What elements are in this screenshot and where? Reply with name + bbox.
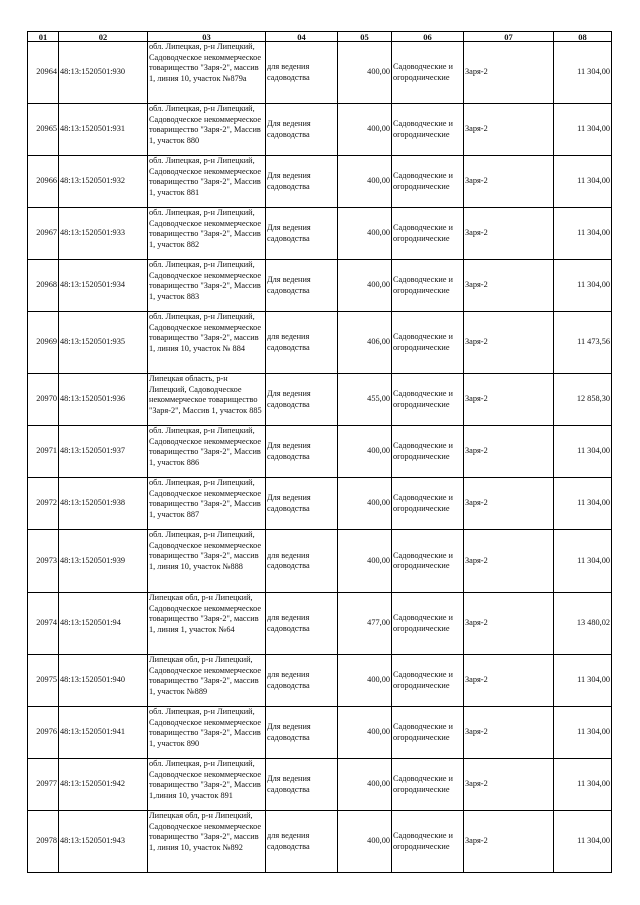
association-name: Заря-2 [464, 426, 554, 478]
area-value: 406,00 [338, 312, 392, 374]
column-header: 04 [266, 32, 338, 42]
row-number: 20967 [28, 208, 59, 260]
cadastral-number: 48:13:1520501:940 [59, 655, 148, 707]
row-number: 20972 [28, 478, 59, 530]
row-number: 20978 [28, 811, 59, 873]
row-number: 20969 [28, 312, 59, 374]
address [148, 42, 266, 104]
area-value: 400,00 [338, 104, 392, 156]
land-category: Садоводческие и огороднические [392, 811, 464, 873]
address [148, 593, 266, 655]
cadastral-value: 11 304,00 [554, 426, 612, 478]
cadastral-value: 11 304,00 [554, 655, 612, 707]
area-value: 400,00 [338, 208, 392, 260]
address-text: Липецкая обл, р-н Липецкий, Садоводческое некоммерческое товарищество "Заря-2", массив 1, участок №889 [149, 655, 262, 696]
cadastral-number: 48:13:1520501:931 [59, 104, 148, 156]
association-name: Заря-2 [464, 208, 554, 260]
association-name: Заря-2 [464, 156, 554, 208]
address [148, 312, 266, 374]
address [148, 208, 266, 260]
permitted-use: Для ведения садоводства [266, 156, 338, 208]
table-row [28, 655, 612, 707]
cadastral-number: 48:13:1520501:933 [59, 208, 148, 260]
column-header: 05 [338, 32, 392, 42]
address [148, 811, 266, 873]
area-value: 400,00 [338, 42, 392, 104]
association-name: Заря-2 [464, 707, 554, 759]
association-name: Заря-2 [464, 759, 554, 811]
address [148, 374, 266, 426]
table-row [28, 478, 612, 530]
table-row [28, 104, 612, 156]
association-name: Заря-2 [464, 478, 554, 530]
area-value: 400,00 [338, 426, 392, 478]
land-category: Садоводческие и огороднические [392, 312, 464, 374]
cadastral-value: 11 304,00 [554, 811, 612, 873]
address-text: Липецкая обл, р-н Липецкий, Садоводческое некоммерческое товарищество "Заря-2", массив 1, линия 1, участок №64 [149, 593, 262, 634]
table-row [28, 759, 612, 811]
column-header: 01 [28, 32, 59, 42]
permitted-use: Для ведения садоводства [266, 208, 338, 260]
cadastral-value: 11 304,00 [554, 530, 612, 593]
address-text: обл. Липецкая, р-н Липецкий, Садоводческое некоммерческое товарищество "Заря-2", Массив 1, участок 890 [149, 707, 262, 748]
association-name: Заря-2 [464, 104, 554, 156]
cadastral-value: 11 304,00 [554, 104, 612, 156]
row-number: 20966 [28, 156, 59, 208]
land-category: Садоводческие и огороднические [392, 593, 464, 655]
permitted-use: для ведения садоводства [266, 593, 338, 655]
row-number: 20970 [28, 374, 59, 426]
area-value: 400,00 [338, 156, 392, 208]
table-row [28, 426, 612, 478]
column-header: 03 [148, 32, 266, 42]
cadastral-value: 11 304,00 [554, 156, 612, 208]
cadastral-number: 48:13:1520501:939 [59, 530, 148, 593]
area-value: 400,00 [338, 655, 392, 707]
cadastral-number: 48:13:1520501:932 [59, 156, 148, 208]
row-number: 20968 [28, 260, 59, 312]
table-row [28, 156, 612, 208]
permitted-use: для ведения садоводства [266, 811, 338, 873]
area-value: 400,00 [338, 811, 392, 873]
area-value: 455,00 [338, 374, 392, 426]
column-header: 02 [59, 32, 148, 42]
address-text: обл. Липецкая, р-н Липецкий, Садоводческое некоммерческое товарищество "Заря-2", Массив 1, участок 880 [149, 104, 262, 145]
cadastral-number: 48:13:1520501:943 [59, 811, 148, 873]
address-text: обл. Липецкая, р-н Липецкий, Садоводческое некоммерческое товарищество "Заря-2", массив 1, линия 10, участок №888 [149, 530, 262, 571]
association-name: Заря-2 [464, 530, 554, 593]
land-category: Садоводческие и огороднические [392, 42, 464, 104]
area-value: 400,00 [338, 759, 392, 811]
table-row [28, 530, 612, 593]
cadastral-value: 11 304,00 [554, 707, 612, 759]
permitted-use: Для ведения садоводства [266, 759, 338, 811]
cadastral-number: 48:13:1520501:941 [59, 707, 148, 759]
row-number: 20977 [28, 759, 59, 811]
permitted-use: Для ведения садоводства [266, 707, 338, 759]
row-number: 20971 [28, 426, 59, 478]
table-row [28, 260, 612, 312]
association-name: Заря-2 [464, 811, 554, 873]
permitted-use: для ведения садоводства [266, 312, 338, 374]
column-header: 08 [554, 32, 612, 42]
cadastral-value: 11 304,00 [554, 478, 612, 530]
land-category: Садоводческие и огороднические [392, 759, 464, 811]
land-category: Садоводческие и огороднические [392, 104, 464, 156]
address [148, 478, 266, 530]
address-text: Липецкая область, р-н Липецкий, Садоводческое некоммерческое товарищество "Заря-2", Массив 1, участок 885 [149, 374, 262, 415]
cadastral-number: 48:13:1520501:930 [59, 42, 148, 104]
land-category: Садоводческие и огороднические [392, 478, 464, 530]
land-category: Садоводческие и огороднические [392, 707, 464, 759]
address [148, 426, 266, 478]
area-value: 400,00 [338, 707, 392, 759]
address [148, 655, 266, 707]
land-category: Садоводческие и огороднические [392, 374, 464, 426]
column-header: 07 [464, 32, 554, 42]
address-text: обл. Липецкая, р-н Липецкий, Садоводческое некоммерческое товарищество "Заря-2", массив 1, линия 10, участок № 884 [149, 312, 262, 353]
row-number: 20974 [28, 593, 59, 655]
cadastral-number: 48:13:1520501:936 [59, 374, 148, 426]
table-row [28, 42, 612, 104]
header-row [28, 32, 612, 42]
cadastral-number: 48:13:1520501:942 [59, 759, 148, 811]
association-name: Заря-2 [464, 42, 554, 104]
table-row [28, 208, 612, 260]
land-category: Садоводческие и огороднические [392, 530, 464, 593]
area-value: 477,00 [338, 593, 392, 655]
row-number: 20973 [28, 530, 59, 593]
address [148, 260, 266, 312]
table-row [28, 374, 612, 426]
permitted-use: Для ведения садоводства [266, 104, 338, 156]
address-text: обл. Липецкая, р-н Липецкий, Садоводческое некоммерческое товарищество "Заря-2", Массив 1, участок 881 [149, 156, 262, 197]
address-text: Липецкая обл, р-н Липецкий, Садоводческое некоммерческое товарищество "Заря-2", массив 1, линия 10, участок №892 [149, 811, 262, 852]
land-category: Садоводческие и огороднические [392, 156, 464, 208]
area-value: 400,00 [338, 260, 392, 312]
address [148, 530, 266, 593]
row-number: 20965 [28, 104, 59, 156]
address [148, 156, 266, 208]
area-value: 400,00 [338, 478, 392, 530]
permitted-use: для ведения садоводства [266, 530, 338, 593]
permitted-use: для ведения садоводства [266, 42, 338, 104]
land-category: Садоводческие и огороднические [392, 655, 464, 707]
address-text: обл. Липецкая, р-н Липецкий, Садоводческое некоммерческое товарищество "Заря-2", Массив 1,линия 10, участок 891 [149, 759, 262, 800]
cadastral-value: 12 858,30 [554, 374, 612, 426]
address [148, 759, 266, 811]
row-number: 20976 [28, 707, 59, 759]
permitted-use: Для ведения садоводства [266, 426, 338, 478]
permitted-use: для ведения садоводства [266, 655, 338, 707]
permitted-use: Для ведения садоводства [266, 374, 338, 426]
association-name: Заря-2 [464, 655, 554, 707]
permitted-use: Для ведения садоводства [266, 478, 338, 530]
row-number: 20964 [28, 42, 59, 104]
address [148, 104, 266, 156]
row-number: 20975 [28, 655, 59, 707]
address-text: обл. Липецкая, р-н Липецкий, Садоводческое некоммерческое товарищество "Заря-2", Массив 1, участок 887 [149, 478, 262, 519]
cadastral-value: 11 304,00 [554, 260, 612, 312]
land-plots-table [27, 31, 612, 873]
land-category: Садоводческие и огороднические [392, 260, 464, 312]
association-name: Заря-2 [464, 374, 554, 426]
cadastral-number: 48:13:1520501:935 [59, 312, 148, 374]
land-category: Садоводческие и огороднические [392, 426, 464, 478]
land-category: Садоводческие и огороднические [392, 208, 464, 260]
table-row [28, 312, 612, 374]
address-text: обл. Липецкая, р-н Липецкий, Садоводческое некоммерческое товарищество "Заря-2", Массив 1, участок 883 [149, 260, 262, 301]
cadastral-value: 13 480,02 [554, 593, 612, 655]
cadastral-number: 48:13:1520501:94 [59, 593, 148, 655]
cadastral-number: 48:13:1520501:938 [59, 478, 148, 530]
cadastral-value: 11 473,56 [554, 312, 612, 374]
association-name: Заря-2 [464, 260, 554, 312]
address-text: обл. Липецкая, р-н Липецкий, Садоводческое некоммерческое товарищество "Заря-2", Массив 1, участок 882 [149, 208, 262, 249]
cadastral-value: 11 304,00 [554, 208, 612, 260]
association-name: Заря-2 [464, 312, 554, 374]
table-row [28, 811, 612, 873]
cadastral-value: 11 304,00 [554, 42, 612, 104]
table-row [28, 593, 612, 655]
column-header: 06 [392, 32, 464, 42]
area-value: 400,00 [338, 530, 392, 593]
cadastral-value: 11 304,00 [554, 759, 612, 811]
table-row [28, 707, 612, 759]
address-text: обл. Липецкая, р-н Липецкий, Садоводческое некоммерческое товарищество "Заря-2", массив 1, линия 10, участок №879а [149, 42, 262, 83]
permitted-use: Для ведения садоводства [266, 260, 338, 312]
address-text: обл. Липецкая, р-н Липецкий, Садоводческое некоммерческое товарищество "Заря-2", Массив 1, участок 886 [149, 426, 262, 467]
association-name: Заря-2 [464, 593, 554, 655]
cadastral-number: 48:13:1520501:937 [59, 426, 148, 478]
address [148, 707, 266, 759]
cadastral-number: 48:13:1520501:934 [59, 260, 148, 312]
